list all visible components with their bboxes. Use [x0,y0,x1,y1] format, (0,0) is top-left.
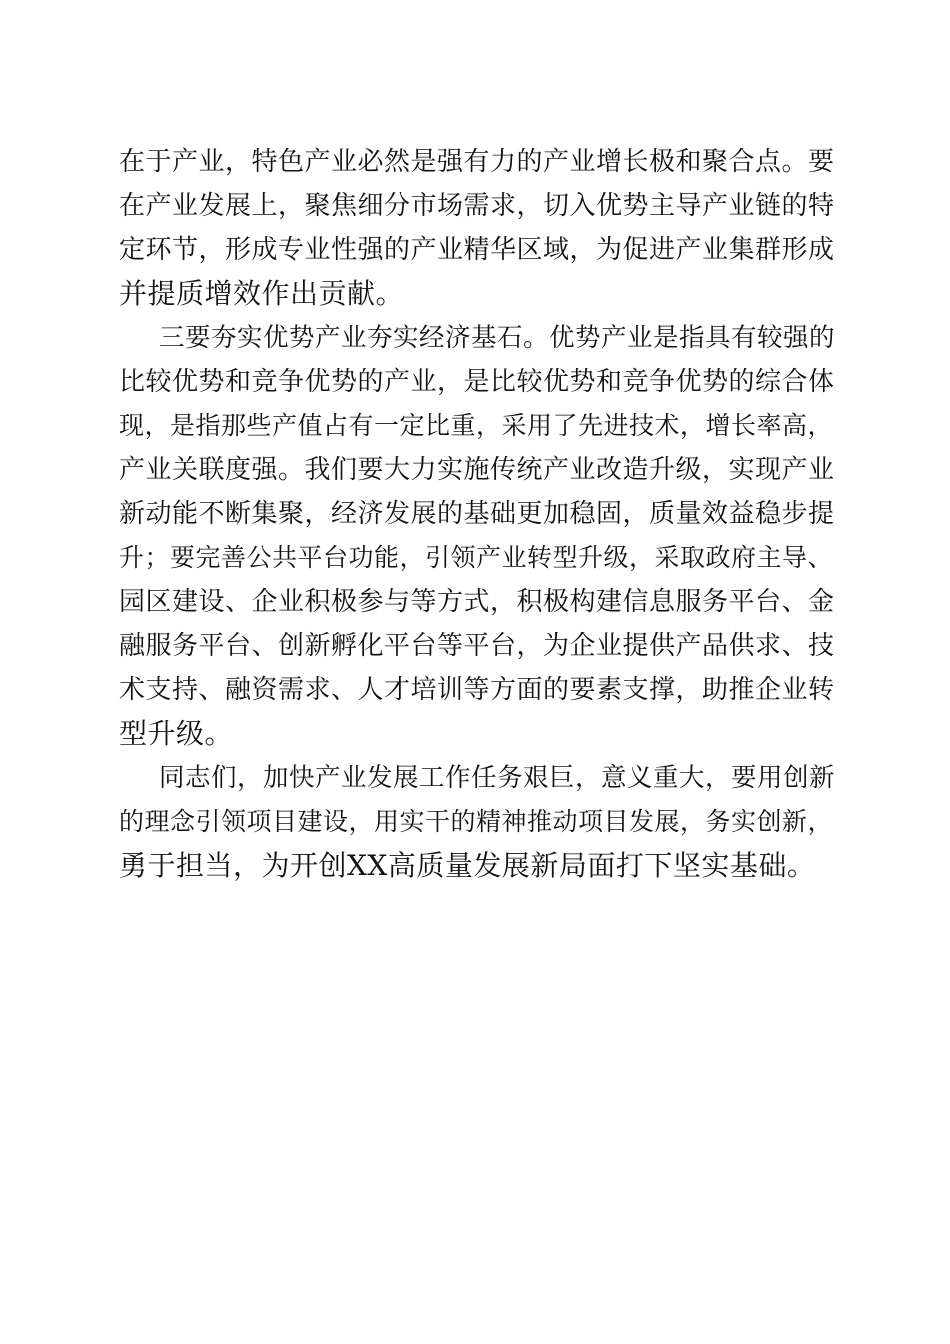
text-line: 的理念引领项目建设，用实干的精神推动项目发展，务实创新， [119,807,834,836]
text-line: 升；要完善公共平台功能，引领产业转型升级，采取政府主导、 [119,543,834,572]
text-line: 新动能不断集聚，经济发展的基础更加稳固，质量效益稳步提 [119,499,835,529]
text-line: 勇于担当，为开创XX高质量发展新局面打下坚实基础。 [119,849,816,882]
text-line: 定环节，形成专业性强的产业精华区域，为促进产业集群形成 [119,235,835,265]
text-line: 并提质增效作出贡献。 [119,277,405,310]
text-line: 同志们，加快产业发展工作任务艰巨，意义重大，要用创新 [159,763,836,793]
document-body [119,140,835,888]
text-line: 园区建设、企业积极参与等方式，积极构建信息服务平台、金 [119,587,835,617]
text-line: 现，是指那些产值占有一定比重，采用了先进技术，增长率高， [119,411,834,440]
text-line: 在于产业，特色产业必然是强有力的产业增长极和聚合点。要 [119,147,835,177]
paragraph-2 [119,316,835,756]
text-line: 融服务平台、创新孵化平台等平台，为企业提供产品供求、技 [119,631,835,661]
text-line: 术支持、融资需求、人才培训等方面的要素支撑，助推企业转 [119,675,835,705]
text-line: 在产业发展上，聚焦细分市场需求，切入优势主导产业链的特 [119,191,835,221]
paragraph-3 [119,756,835,888]
text-line: 比较优势和竞争优势的产业，是比较优势和竞争优势的综合体 [119,367,835,397]
text-line: 型升级。 [119,717,234,750]
paragraph-1 [119,140,835,316]
text-line: 产业关联度强。我们要大力实施传统产业改造升级，实现产业 [119,455,835,485]
text-line: 三要夯实优势产业夯实经济基石。优势产业是指具有较强的 [159,323,836,353]
